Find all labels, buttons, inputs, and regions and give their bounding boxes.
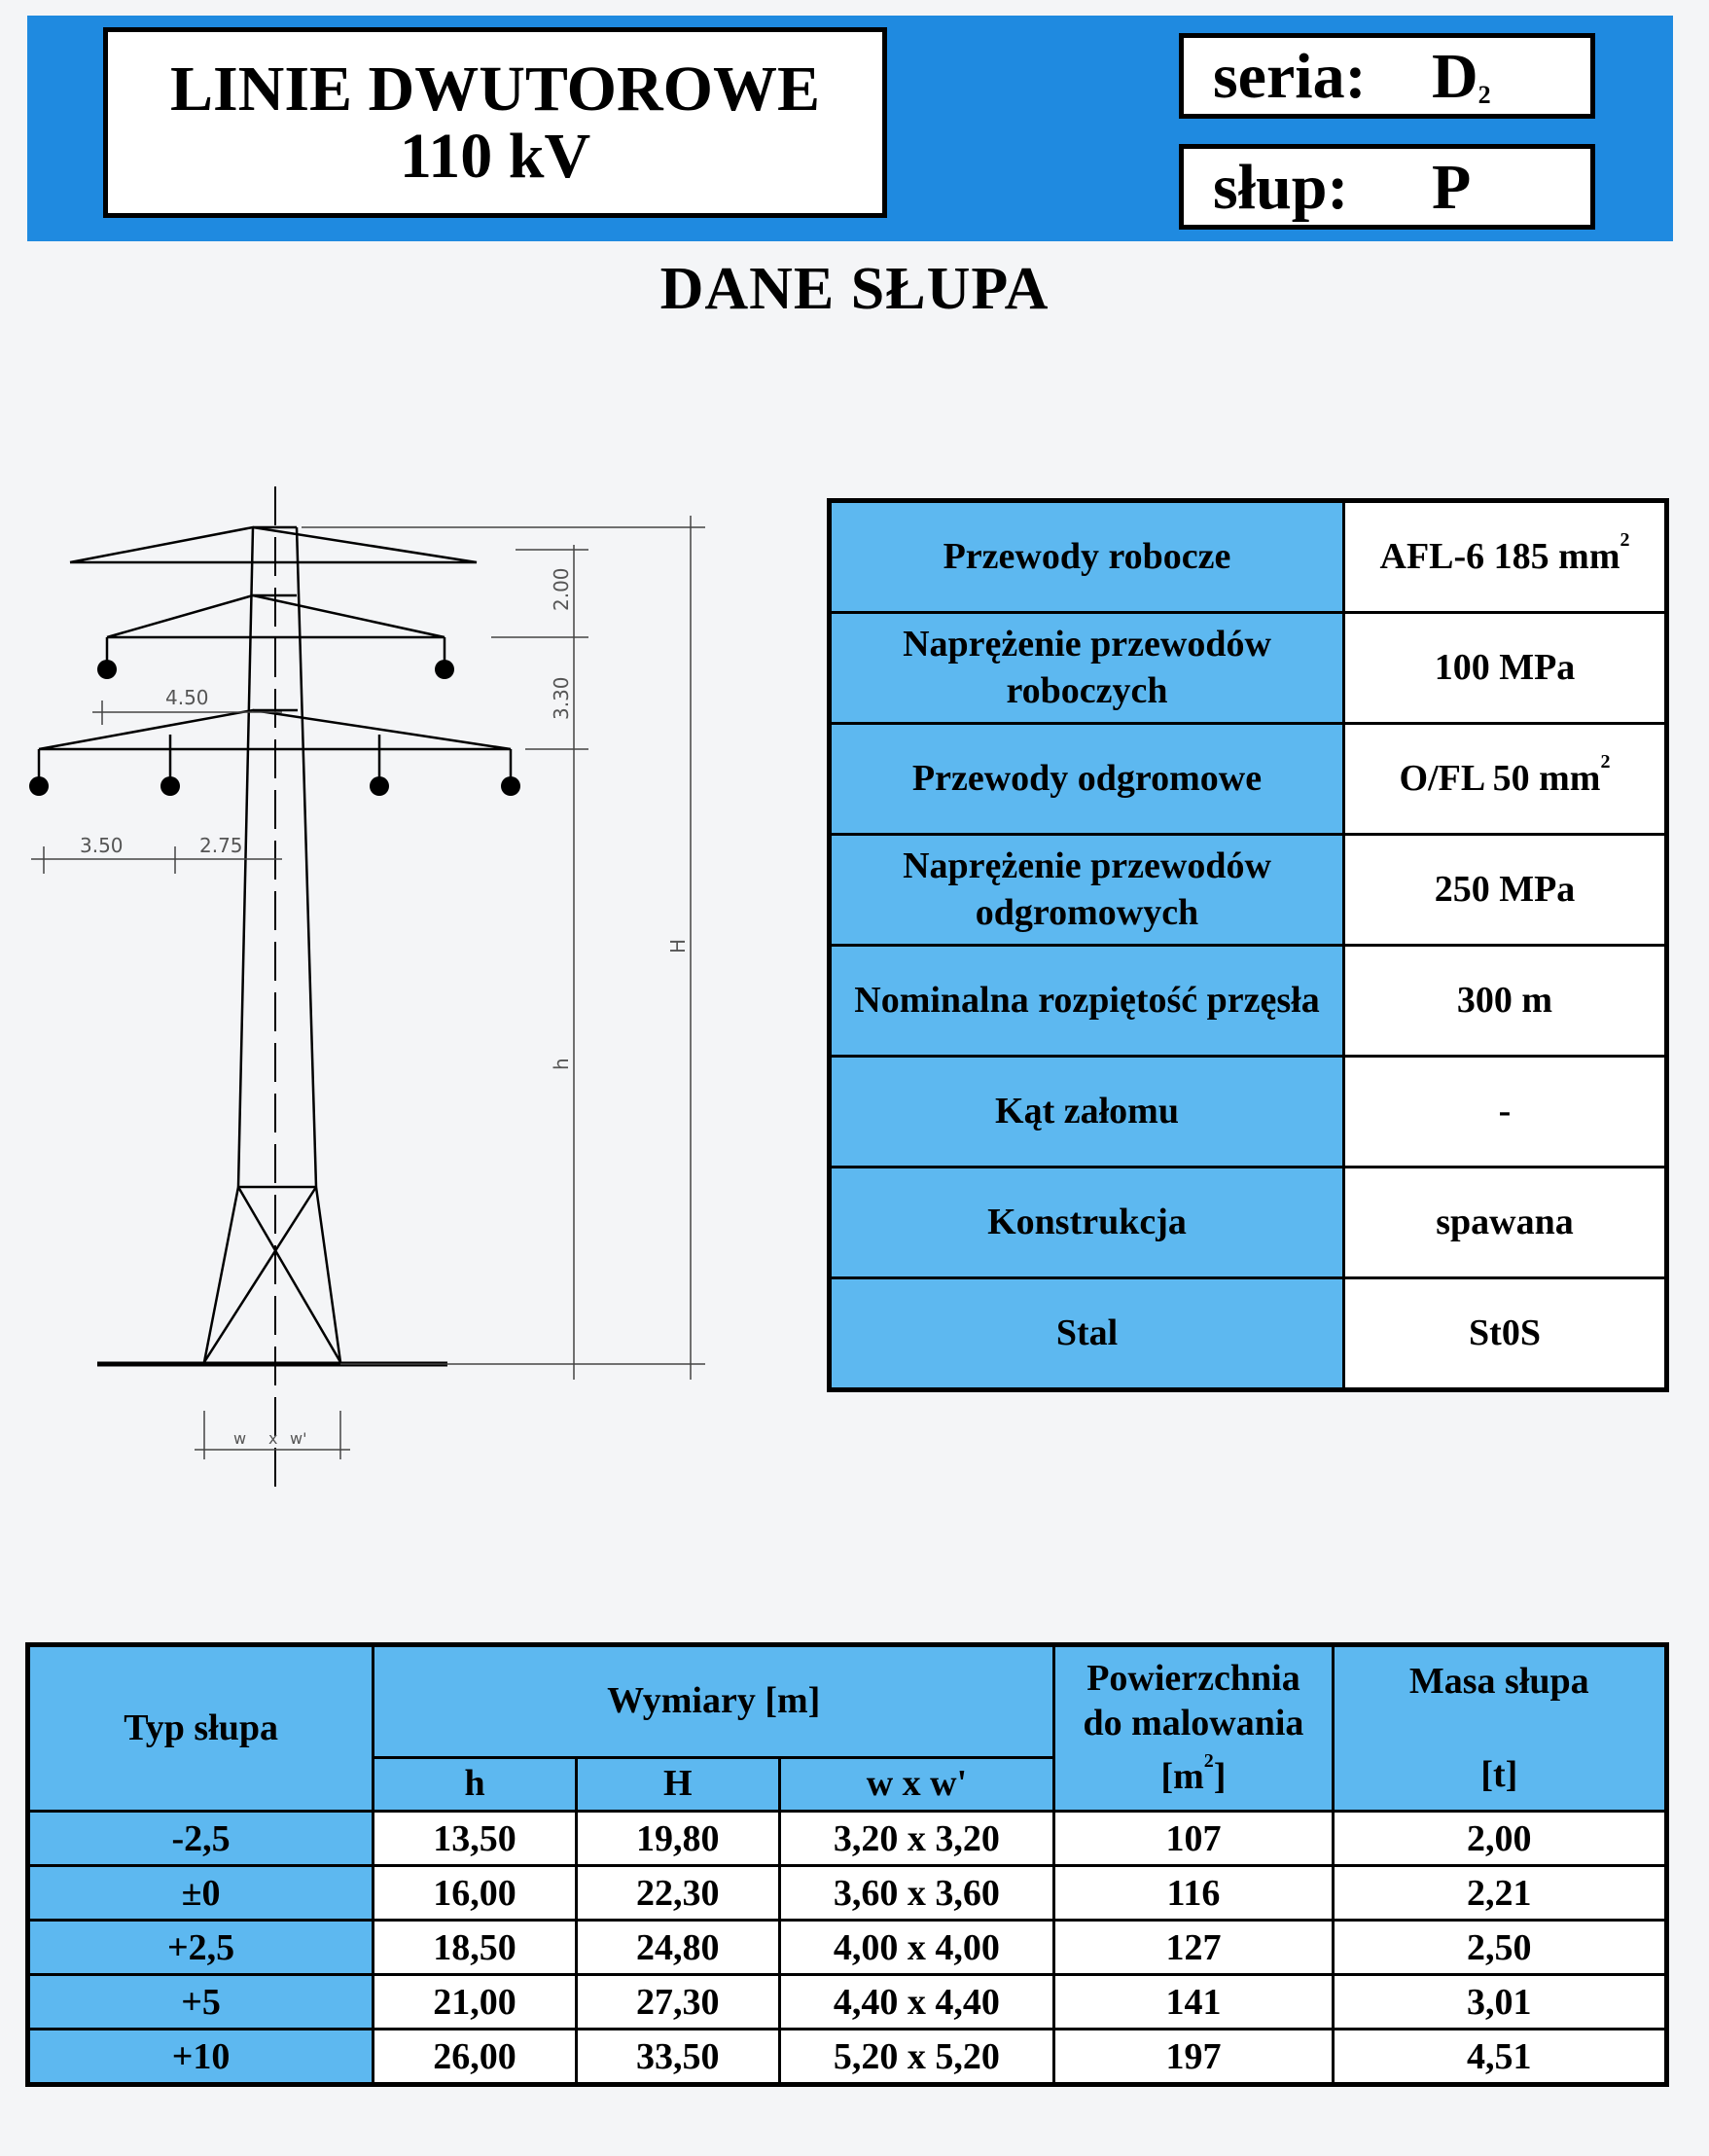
conductor — [160, 776, 180, 796]
param-value: 250 MPa — [1344, 835, 1667, 946]
params-row — [830, 1168, 1667, 1278]
cell-masa: 3,01 — [1333, 1975, 1666, 2030]
conductor — [435, 660, 454, 679]
cell-typ: +5 — [28, 1975, 374, 2030]
param-value: St0S — [1344, 1278, 1667, 1390]
title-box — [103, 27, 887, 218]
cell-typ: -2,5 — [28, 1812, 374, 1866]
cell-pow: 107 — [1054, 1812, 1333, 1866]
col-pow-header: Powierzchnia do malowania $[m^2]$ — [1054, 1645, 1333, 1812]
cell-H: 22,30 — [576, 1866, 779, 1921]
cell-wxw: 3,20 x 3,20 — [779, 1812, 1054, 1866]
table-row — [28, 1921, 1667, 1975]
seria-subscript: 2 — [1478, 81, 1491, 109]
dim-4-50: 4.50 — [165, 686, 209, 709]
cell-H: 24,80 — [576, 1921, 779, 1975]
params-row — [830, 501, 1667, 613]
table-row — [28, 1866, 1667, 1921]
dim-2-00: 2.00 — [550, 567, 573, 611]
col-typ-header: Typ słupa — [28, 1645, 374, 1812]
param-value: 100 MPa — [1344, 613, 1667, 724]
tower-drawing — [19, 486, 720, 1518]
col-masa-header: Masa słupa [t] — [1333, 1645, 1666, 1812]
dim-H: H — [666, 938, 690, 953]
cell-typ: ±0 — [28, 1866, 374, 1921]
param-value: O/FL 50 $mm^2$ — [1344, 724, 1667, 835]
col-h-header: h — [374, 1758, 577, 1812]
cell-wxw: 5,20 x 5,20 — [779, 2030, 1054, 2085]
dim-3-50: 3.50 — [80, 834, 124, 857]
dim-2-75: 2.75 — [199, 834, 243, 857]
param-label: Stal — [830, 1278, 1344, 1390]
param-value: AFL-6 185 $mm^2$ — [1344, 501, 1667, 613]
top-crossarm — [70, 527, 477, 562]
dim-3-30: 3.30 — [550, 676, 573, 720]
param-label: Kąt załomu — [830, 1057, 1344, 1168]
dims-header-row — [28, 1645, 1667, 1758]
conductor — [501, 776, 520, 796]
conductor — [97, 660, 117, 679]
col-wymiary-header: Wymiary [m] — [374, 1645, 1054, 1758]
cell-H: 19,80 — [576, 1812, 779, 1866]
seria-box — [1179, 33, 1595, 119]
conductor — [29, 776, 49, 796]
param-label: Przewody robocze — [830, 501, 1344, 613]
param-label: Nominalna rozpiętość przęsła — [830, 946, 1344, 1057]
col-wxw-header: w x w' — [779, 1758, 1054, 1812]
title-line-1: LINIE DWUTOROWE — [169, 53, 821, 125]
tower-left-leg — [238, 527, 253, 1187]
cell-h: 21,00 — [374, 1975, 577, 2030]
page-heading: DANE SŁUPA — [659, 256, 1050, 322]
params-row — [830, 835, 1667, 946]
cell-wxw: 4,00 x 4,00 — [779, 1921, 1054, 1975]
param-label: Konstrukcja — [830, 1168, 1344, 1278]
table-row — [28, 2030, 1667, 2085]
params-row — [830, 946, 1667, 1057]
dimensions-table — [25, 1642, 1669, 2087]
cell-typ: +10 — [28, 2030, 374, 2085]
cell-pow: 197 — [1054, 2030, 1333, 2085]
title-line-2: 110 kV — [399, 121, 591, 192]
params-table — [827, 498, 1669, 1392]
slup-box — [1179, 144, 1595, 230]
slup-value: P — [1432, 152, 1472, 223]
params-row — [830, 1278, 1667, 1390]
dim-x: x — [268, 1429, 278, 1448]
cell-h: 18,50 — [374, 1921, 577, 1975]
conductor — [370, 776, 389, 796]
param-label: Naprężenie przewodów odgromowych — [830, 835, 1344, 946]
param-value: spawana — [1344, 1168, 1667, 1278]
tower-right-leg — [297, 527, 316, 1187]
cell-masa: 2,21 — [1333, 1866, 1666, 1921]
dim-w: w — [233, 1429, 247, 1448]
param-value: 300 m — [1344, 946, 1667, 1057]
table-row — [28, 1975, 1667, 2030]
col-H-header: H — [576, 1758, 779, 1812]
params-row — [830, 724, 1667, 835]
param-value: - — [1344, 1057, 1667, 1168]
dim-w-prime: w' — [290, 1429, 307, 1448]
slup-label: słup: — [1213, 152, 1349, 223]
cell-wxw: 3,60 x 3,60 — [779, 1866, 1054, 1921]
dim-h: h — [550, 1058, 573, 1070]
cell-H: 33,50 — [576, 2030, 779, 2085]
param-label: Naprężenie przewodów roboczych — [830, 613, 1344, 724]
cell-masa: 2,00 — [1333, 1812, 1666, 1866]
cell-masa: 4,51 — [1333, 2030, 1666, 2085]
cell-H: 27,30 — [576, 1975, 779, 2030]
seria-label: seria: — [1213, 41, 1367, 112]
cell-masa: 2,50 — [1333, 1921, 1666, 1975]
params-row — [830, 1057, 1667, 1168]
cell-pow: 116 — [1054, 1866, 1333, 1921]
cell-pow: 127 — [1054, 1921, 1333, 1975]
cell-h: 26,00 — [374, 2030, 577, 2085]
params-row — [830, 613, 1667, 724]
seria-value: $D_2$ — [1432, 41, 1491, 112]
cell-pow: 141 — [1054, 1975, 1333, 2030]
table-row — [28, 1812, 1667, 1866]
cell-typ: +2,5 — [28, 1921, 374, 1975]
cell-wxw: 4,40 x 4,40 — [779, 1975, 1054, 2030]
cell-h: 13,50 — [374, 1812, 577, 1866]
cell-h: 16,00 — [374, 1866, 577, 1921]
param-label: Przewody odgromowe — [830, 724, 1344, 835]
